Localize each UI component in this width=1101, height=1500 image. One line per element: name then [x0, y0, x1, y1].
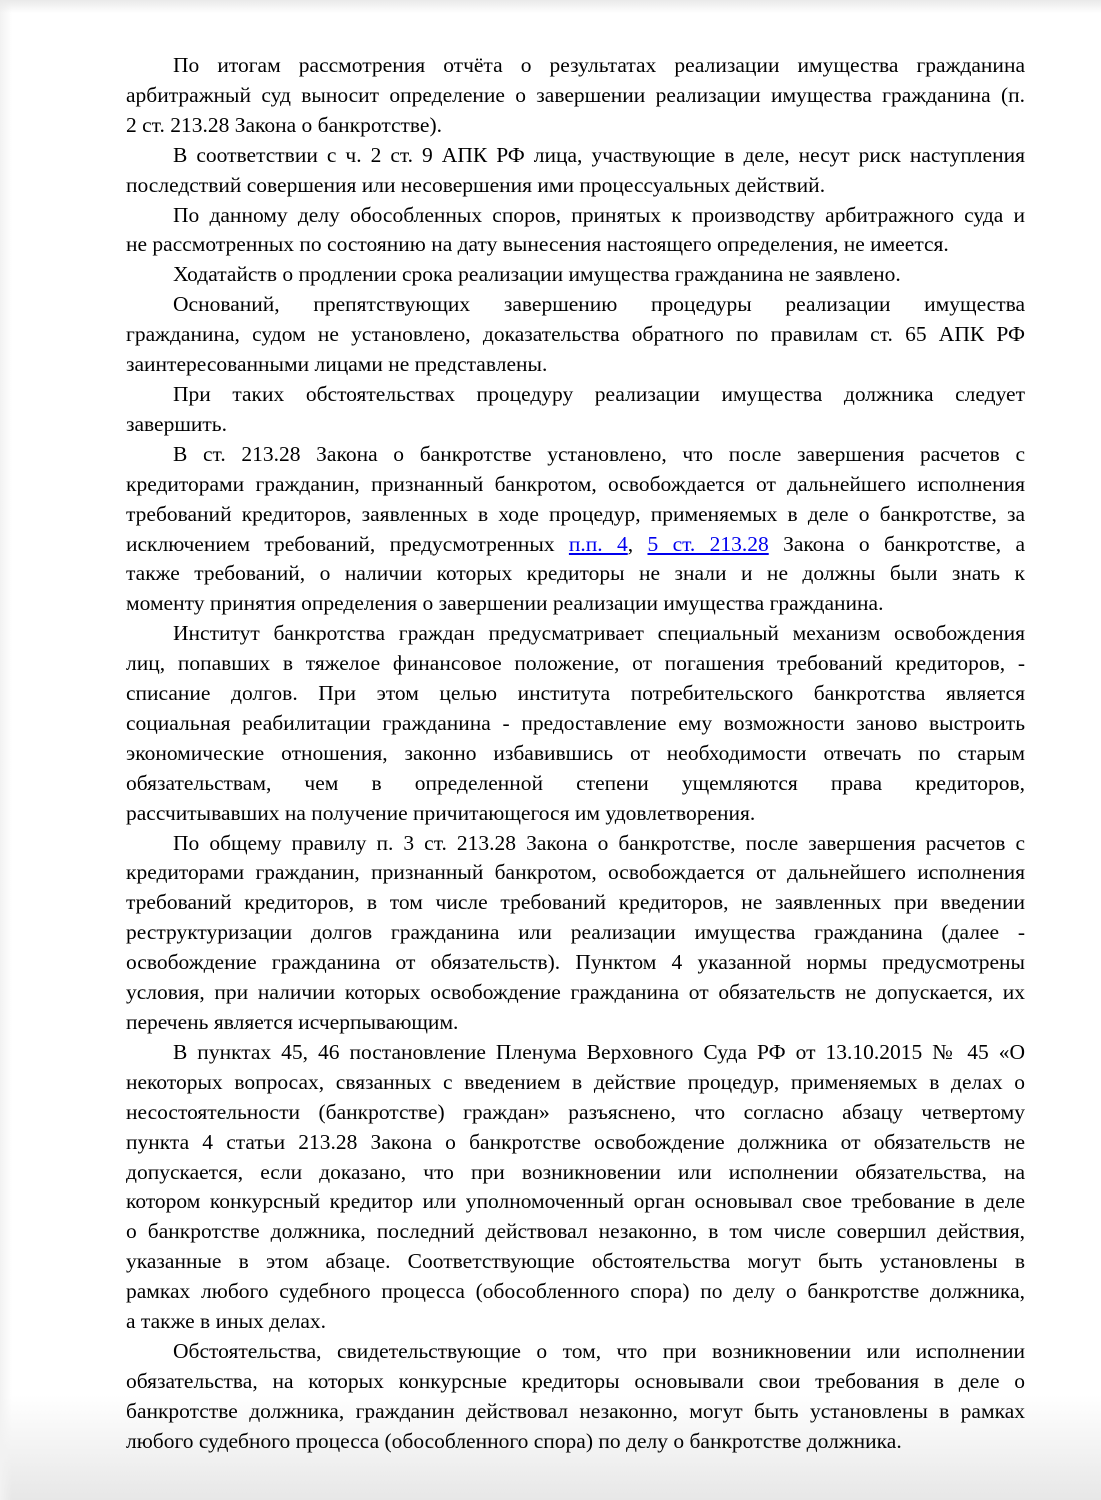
text-line: [126, 559, 1025, 589]
text-segment: несостоятельности (банкротстве) граждан» разъяснено, что согласно абзацу четвертому: [126, 1099, 1025, 1124]
text-line: [126, 1247, 1025, 1277]
text-line: [126, 858, 1025, 888]
text-line: [126, 709, 1025, 739]
text-segment: экономические отношения, законно избавившись от необходимости отвечать по старым: [126, 740, 1025, 765]
text-line: [126, 799, 1025, 829]
text-segment: обязательствам, чем в определенной степени ущемляются права кредиторов,: [126, 770, 1025, 795]
text-segment: По данному делу обособленных споров, принятых к производству арбитражного суда и: [173, 202, 1025, 227]
text-line: [126, 141, 1025, 171]
text-segment: пункта 4 статьи 213.28 Закона о банкротстве освобождение должника от обязательств не: [126, 1129, 1025, 1154]
text-line: [126, 619, 1025, 649]
text-line: [126, 1068, 1025, 1098]
paragraph: [126, 290, 1025, 380]
text-line: [126, 1277, 1025, 1307]
text-line: [126, 470, 1025, 500]
text-segment: обязательства, на которых конкурсные кредиторы основывали свои требования в деле о: [126, 1368, 1025, 1393]
text-line: [126, 679, 1025, 709]
text-segment: допускается, если доказано, что при возникновении или исполнении обязательства, на: [126, 1159, 1025, 1184]
paragraph: [126, 380, 1025, 440]
text-segment: Обстоятельства, свидетельствующие о том, что при возникновении или исполнении: [173, 1338, 1025, 1363]
paragraph: [126, 619, 1025, 828]
text-line: [126, 500, 1025, 530]
text-segment: В пунктах 45, 46 постановление Пленума Верховного Суда РФ от 13.10.2015 № 45 «О: [173, 1039, 1025, 1064]
text-segment: лиц, попавших в тяжелое финансовое положение, от погашения требований кредиторов, -: [126, 651, 1025, 676]
text-line: [126, 1128, 1025, 1158]
text-segment: Институт банкротства граждан предусматривает специальный механизм освобождения: [173, 621, 1025, 646]
text-line: [126, 530, 1025, 560]
text-segment: списание долгов. При этом целью института потребительского банкротства является: [126, 681, 1025, 706]
text-line: [126, 111, 1025, 141]
text-line: [126, 1397, 1025, 1427]
text-segment: последствий совершения или несовершения ими процессуальных действий.: [126, 172, 826, 197]
text-line: [126, 171, 1025, 201]
text-line: [126, 230, 1025, 260]
paragraph: [126, 141, 1025, 201]
paragraph: [126, 260, 1025, 290]
paragraph: [126, 829, 1025, 1038]
text-segment: завершить.: [126, 411, 227, 436]
text-line: [126, 1008, 1025, 1038]
text-segment: По итогам рассмотрения отчёта о результатах реализации имущества гражданина: [173, 53, 1025, 77]
document-body: [126, 51, 1025, 1457]
text-segment: некоторых вопросах, связанных с введением в действие процедур, применяемых в делах о: [126, 1069, 1025, 1094]
text-line: [126, 1217, 1025, 1247]
text-segment: указанные в этом абзаце. Соответствующие обстоятельства могут быть установлены в: [126, 1249, 1025, 1274]
text-segment: Оснований, препятствующих завершению процедуры реализации имущества: [173, 292, 1025, 317]
text-line: [126, 918, 1025, 948]
text-segment: банкротстве должника, гражданин действовал незаконно, могут быть установлены в рамках: [126, 1398, 1025, 1423]
text-segment: кредиторами гражданин, признанный банкротом, освобождается от дальнейшего исполнения: [126, 860, 1025, 885]
text-segment: также требований, о наличии которых кредиторы не знали и не должны были знать к: [126, 561, 1025, 586]
text-line: [126, 888, 1025, 918]
paragraph: [126, 201, 1025, 261]
text-line: [126, 589, 1025, 619]
text-line: [126, 1187, 1025, 1217]
text-segment: гражданина, судом не установлено, доказательства обратного по правилам ст. 65 АПК РФ: [126, 322, 1025, 347]
text-line: [126, 201, 1025, 231]
text-segment: ,: [627, 531, 648, 556]
paragraph: [126, 1038, 1025, 1337]
text-segment: любого судебного процесса (обособленного спора) по делу о банкротстве должника.: [126, 1428, 902, 1453]
text-segment: В ст. 213.28 Закона о банкротстве установлено, что после завершения расчетов с: [173, 441, 1025, 466]
paragraph: [126, 51, 1025, 141]
text-segment: 2 ст. 213.28 Закона о банкротстве).: [126, 112, 443, 137]
text-segment: кредиторами гражданин, признанный банкротом, освобождается от дальнейшего исполнения: [126, 471, 1025, 496]
text-line: [126, 1158, 1025, 1188]
text-line: [126, 1427, 1025, 1457]
text-line: [126, 649, 1025, 679]
text-segment: рассчитывавших на получение причитающегося им удовлетворения.: [126, 800, 756, 825]
text-segment: Ходатайств о продлении срока реализации имущества гражданина не заявлено.: [173, 262, 901, 287]
text-segment: В соответствии с ч. 2 ст. 9 АПК РФ лица, участвующие в деле, несут риск наступления: [173, 142, 1025, 167]
text-line: [126, 1098, 1025, 1128]
text-line: [126, 1307, 1025, 1337]
text-line: [126, 829, 1025, 859]
text-line: [126, 81, 1025, 111]
text-line: [126, 769, 1025, 799]
text-segment: условия, при наличии которых освобождение гражданина от обязательств не допускается, их: [126, 980, 1025, 1005]
text-segment: а также в иных делах.: [126, 1309, 327, 1334]
text-segment: исключением требований, предусмотренных: [126, 531, 569, 556]
text-segment: освобождение гражданина от обязательств). Пунктом 4 указанной нормы предусмотрены: [126, 950, 1025, 975]
text-line: [126, 978, 1025, 1008]
text-segment: моменту принятия определения о завершении реализации имущества гражданина.: [126, 591, 884, 616]
text-segment: заинтересованными лицами не представлены.: [126, 352, 548, 377]
text-segment: реструктуризации долгов гражданина или реализации имущества гражданина (далее -: [126, 920, 1025, 945]
text-line: [126, 739, 1025, 769]
statute-link[interactable]: 5 ст. 213.28: [647, 531, 769, 556]
text-segment: арбитражный суд выносит определение о завершении реализации имущества гражданина (п.: [126, 82, 1025, 107]
text-segment: требований кредиторов, в том числе требований кредиторов, не заявленных при введении: [126, 890, 1025, 915]
paragraph: [126, 440, 1025, 619]
paragraph: [126, 1337, 1025, 1457]
text-segment: котором конкурсный кредитор или уполномоченный орган основывал свое требование в деле: [126, 1189, 1025, 1214]
text-segment: Закона о банкротстве, а: [768, 531, 1026, 556]
text-segment: По общему правилу п. 3 ст. 213.28 Закона о банкротстве, после завершения расчетов с: [173, 830, 1025, 855]
text-line: [126, 260, 1025, 290]
text-line: [126, 380, 1025, 410]
text-line: [126, 1367, 1025, 1397]
text-segment: о банкротстве должника, последний действовал незаконно, в том числе совершил действия,: [126, 1219, 1025, 1244]
text-segment: не рассмотренных по состоянию на дату вынесения настоящего определения, не имеется.: [126, 232, 949, 257]
text-line: [126, 948, 1025, 978]
text-line: [126, 290, 1025, 320]
text-line: [126, 320, 1025, 350]
text-line: [126, 1038, 1025, 1068]
text-segment: требований кредиторов, заявленных в ходе процедур, применяемых в деле о банкротстве, за: [126, 501, 1025, 526]
text-segment: При таких обстоятельствах процедуру реализации имущества должника следует: [173, 381, 1025, 406]
text-segment: социальная реабилитации гражданина - предоставление ему возможности заново выстроить: [126, 710, 1025, 735]
text-line: [126, 51, 1025, 81]
text-segment: перечень является исчерпывающим.: [126, 1010, 459, 1034]
text-line: [126, 410, 1025, 440]
text-line: [126, 440, 1025, 470]
text-line: [126, 350, 1025, 380]
text-segment: рамках любого судебного процесса (обособленного спора) по делу о банкротстве должника,: [126, 1279, 1025, 1304]
statute-link[interactable]: п.п. 4: [568, 531, 628, 556]
text-line: [126, 1337, 1025, 1367]
